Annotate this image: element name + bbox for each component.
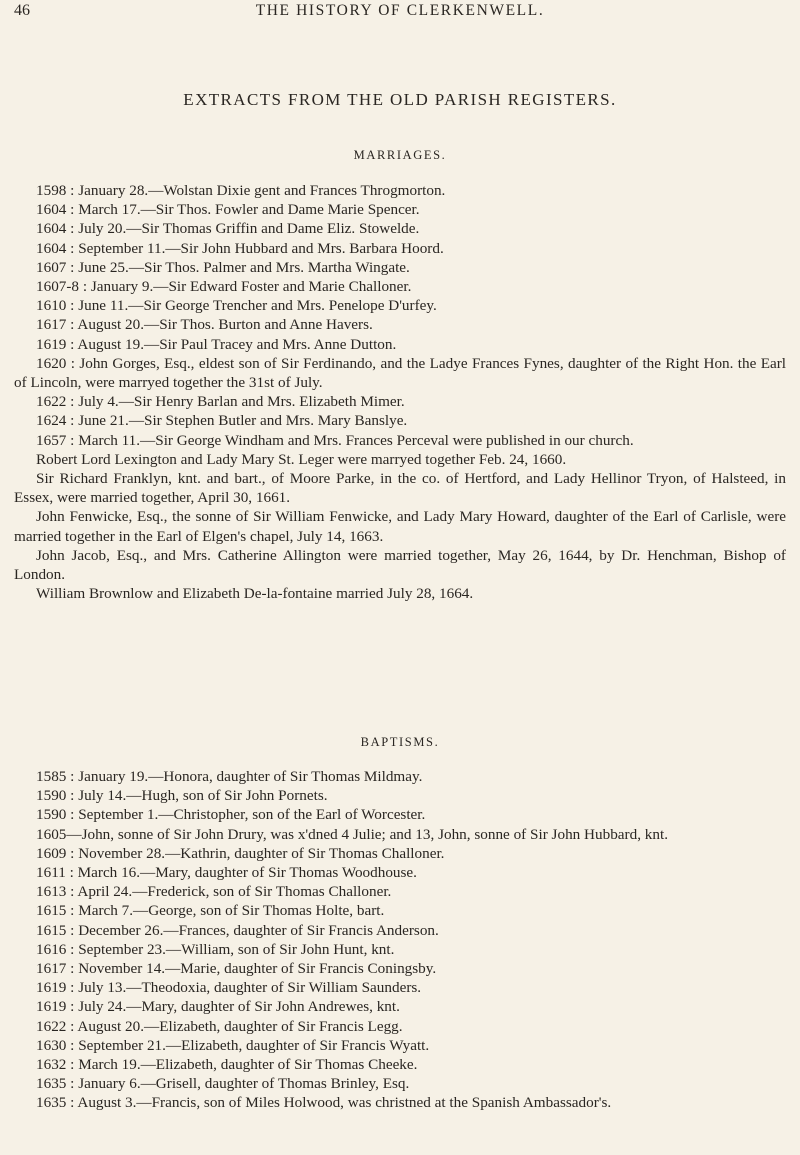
entry-year: 1607-8 [36,278,80,296]
baptisms-entry [14,1093,786,1112]
entry-year: 1619 [36,998,67,1016]
marriages-entry [14,219,786,238]
baptisms-entry [14,882,786,901]
marriages-list [14,181,786,603]
entry-text: March 16.—Mary, daughter of Sir Thomas Woodhouse. [77,864,417,882]
baptisms-entry [14,921,786,940]
baptisms-entry [14,959,786,978]
entry-text: John Gorges, Esq., eldest son of Sir Ferdinando, and the Ladye Frances Fynes, daughter of the Right Hon. the Earl of Lincoln, were marryed together the 31st of July. [14,354,786,392]
entry-text: January 9.—Sir Edward Foster and Marie Challoner. [90,278,412,296]
entry-year: 1607 [36,258,67,276]
entry-text: April 24.—Frederick, son of Sir Thomas Challoner. [77,883,392,901]
entry-text: June 21.—Sir Stephen Butler and Mrs. Mary Banslye. [78,412,408,430]
entry-text: January 19.—Honora, daughter of Sir Thomas Mildmay. [78,768,423,785]
entry-text: March 11.—Sir George Windham and Mrs. Frances Perceval were published in our church. [78,431,634,449]
entry-year: 1622 [36,393,67,411]
entry-separator: : [66,393,79,411]
entry-separator: : [66,806,79,824]
entry-year: 1635 [36,1075,67,1093]
entry-text: William Brownlow and Elizabeth De-la-fontaine married July 28, 1664. [36,585,474,603]
entry-separator: : [66,1094,78,1112]
entry-year: 1616 [36,940,67,958]
entry-year: 1605 [36,825,67,843]
entry-text: March 19.—Elizabeth, daughter of Sir Thomas Cheeke. [78,1056,418,1074]
entry-separator: : [66,787,79,805]
entry-text: March 7.—George, son of Sir Thomas Holte, bart. [78,902,385,920]
entry-year: 1609 [36,844,67,862]
entry-text: March 17.—Sir Thos. Fowler and Dame Marie Spencer. [78,201,420,219]
entry-text: Sir Richard Franklyn, knt. and bart., of Moore Parke, in the co. of Hertford, and Lady Hellinor Tryon, of Halsteed, in Essex, were married together, April 30, 1661. [14,470,786,507]
entry-separator: — [66,825,82,843]
entry-separator: : [66,316,78,334]
entry-separator: : [66,1036,79,1054]
entry-text: John, sonne of Sir John Drury, was x'dned 4 Julie; and 13, John, sonne of Sir John Hubbard, knt. [81,825,668,843]
entry-year: 1657 [36,431,67,449]
entry-text: John Jacob, Esq., and Mrs. Catherine Allington were married together, May 26, 1644, by Dr. Henchman, Bishop of London. [14,546,786,584]
entry-separator: : [65,864,78,882]
entry-text: September 1.—Christopher, son of the Earl of Worcester. [78,806,426,824]
baptisms-entry [14,825,786,844]
entry-separator: : [66,1056,79,1074]
entry-year: 1635 [36,1094,67,1112]
entry-year: 1615 [36,921,67,939]
entry-separator: : [66,201,79,219]
entry-year: 1590 [36,787,67,805]
entry-text: September 21.—Elizabeth, daughter of Sir Francis Wyatt. [78,1036,430,1054]
entry-year: 1590 [36,806,67,824]
entry-separator: : [66,1017,78,1035]
marriages-entry [14,296,786,315]
marriages-entry [14,431,786,450]
entry-text: November 28.—Kathrin, daughter of Sir Thomas Challoner. [78,844,445,862]
entry-separator: : [66,239,79,257]
entry-separator: : [66,883,78,901]
entry-year: 1624 [36,412,67,430]
entry-text: January 6.—Grisell, daughter of Thomas Brinley, Esq. [78,1075,410,1093]
entry-separator: : [66,258,79,276]
entry-separator: : [66,902,79,920]
entry-text: September 11.—Sir John Hubbard and Mrs. Barbara Hoord. [78,239,444,257]
entry-text: September 23.—William, son of Sir John Hunt, knt. [78,940,395,958]
baptisms-entry [14,901,786,920]
baptisms-entry [14,1074,786,1093]
marriages-entry [14,584,786,603]
entry-separator: : [66,940,79,958]
entry-text: June 11.—Sir George Trencher and Mrs. Penelope D'urfey. [78,297,437,315]
baptisms-entry [14,786,786,805]
marriages-heading: MARRIAGES. [353,148,447,162]
marriages-entry [14,546,786,584]
entry-text: Robert Lord Lexington and Lady Mary St. Leger were marryed together Feb. 24, 1660. [36,450,567,468]
marriages-entry [14,258,786,277]
entry-separator: : [66,335,78,353]
marriages-entry [14,200,786,219]
entry-separator: : [66,1075,79,1093]
baptisms-list [14,767,786,1113]
marriages-entry [14,315,786,334]
marriages-entry [14,354,786,392]
entry-year: 1610 [36,297,67,315]
entry-text: August 3.—Francis, son of Miles Holwood, was christned at the Spanish Ambassador's. [77,1094,612,1112]
entry-separator: : [66,921,79,939]
entry-separator: : [66,979,79,997]
baptisms-entry [14,1036,786,1055]
baptisms-entry [14,1055,786,1074]
entry-separator: : [66,297,79,315]
baptisms-entry [14,1017,786,1036]
entry-text: June 25.—Sir Thos. Palmer and Mrs. Martha Wingate. [78,258,410,276]
entry-year: 1613 [36,883,67,901]
entry-separator: : [66,412,79,430]
entry-text: July 4.—Sir Henry Barlan and Mrs. Elizabeth Mimer. [78,393,405,411]
entry-separator: : [66,182,79,199]
baptisms-entry [14,844,786,863]
entry-year: 1604 [36,220,67,238]
entry-text: August 20.—Sir Thos. Burton and Anne Havers. [77,316,373,334]
entry-text: July 13.—Theodoxia, daughter of Sir William Saunders. [78,979,422,997]
entry-year: 1620 [36,354,67,372]
page-number: 46 [14,2,30,19]
marriages-entry [14,181,786,200]
marriages-entry [14,469,786,507]
baptisms-entry [14,863,786,882]
baptisms-entry [14,997,786,1016]
running-title: THE HISTORY OF CLERKENWELL. [255,2,545,19]
marriages-entry [14,277,786,296]
marriages-entry [14,392,786,411]
baptisms-entry [14,805,786,824]
marriages-entry [14,450,786,469]
entry-separator: : [66,431,79,449]
entry-separator: : [79,278,91,296]
page-title: EXTRACTS FROM THE OLD PARISH REGISTERS. [183,90,617,109]
entry-separator: : [66,220,79,238]
entry-text: November 14.—Marie, daughter of Sir Francis Coningsby. [78,960,437,978]
entry-text: January 28.—Wolstan Dixie gent and Frances Throgmorton. [78,182,446,199]
entry-text: December 26.—Frances, daughter of Sir Francis Anderson. [78,921,439,939]
entry-separator: : [66,998,79,1016]
baptisms-entry [14,940,786,959]
entry-year: 1619 [36,979,67,997]
entry-separator: : [66,354,80,372]
entry-year: 1619 [36,335,67,353]
entry-text: July 20.—Sir Thomas Griffin and Dame Eliz. Stowelde. [78,220,420,238]
baptisms-entry [14,978,786,997]
marriages-entry [14,335,786,354]
entry-text: July 24.—Mary, daughter of Sir John Andrewes, knt. [78,998,400,1016]
marriages-entry [14,507,786,545]
entry-year: 1615 [36,902,67,920]
entry-year: 1617 [36,960,67,978]
entry-text: August 19.—Sir Paul Tracey and Mrs. Anne Dutton. [77,335,397,353]
entry-year: 1622 [36,1017,67,1035]
entry-text: August 20.—Elizabeth, daughter of Sir Francis Legg. [77,1017,403,1035]
running-head [14,2,786,26]
baptisms-heading: BAPTISMS. [360,735,440,749]
entry-text: John Fenwicke, Esq., the sonne of Sir William Fenwicke, and Lady Mary Howard, daughter of the Earl of Carlisle, were married together in the Earl of Elgen's chapel, July 14, 1663. [14,508,786,545]
entry-text: July 14.—Hugh, son of Sir John Pornets. [78,787,328,805]
marriages-entry [14,411,786,430]
entry-year: 1604 [36,239,67,257]
entry-separator: : [66,768,79,785]
entry-year: 1611 [36,864,66,882]
entry-year: 1617 [36,316,67,334]
entry-separator: : [66,844,79,862]
entry-year: 1630 [36,1036,67,1054]
entry-year: 1632 [36,1056,67,1074]
entry-year: 1604 [36,201,67,219]
marriages-entry [14,239,786,258]
entry-separator: : [66,960,79,978]
entry-year: 1598 [36,182,67,199]
baptisms-entry [14,767,786,786]
entry-year: 1585 [36,768,67,785]
